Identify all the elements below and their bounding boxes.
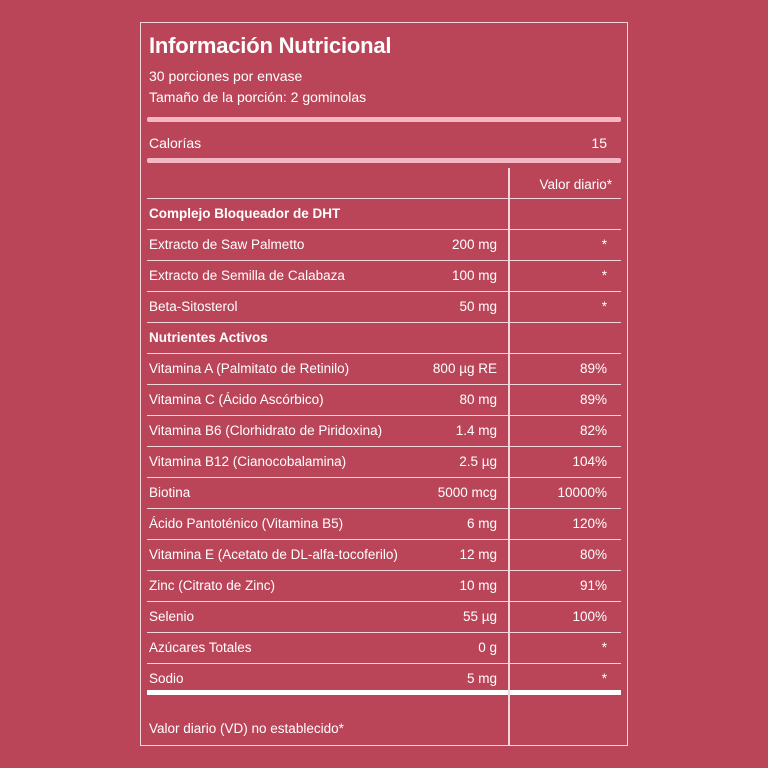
table-row: [147, 292, 621, 323]
table-row: [147, 664, 621, 695]
table-row: [147, 602, 621, 633]
nutrient-name: Ácido Pantoténico (Vitamina B5): [149, 516, 344, 531]
section-title: Nutrientes Activos: [149, 330, 268, 345]
table-row: [147, 571, 621, 602]
nutrient-amount: 6 mg: [466, 516, 497, 531]
section-row: [147, 323, 621, 354]
table-row: [147, 354, 621, 385]
table-row: [147, 447, 621, 478]
nutrient-amount: 200 mg: [451, 237, 497, 252]
nutrient-name: Selenio: [149, 609, 195, 624]
daily-value: *: [601, 671, 607, 686]
daily-value: 82%: [579, 423, 607, 438]
footnote: Valor diario (VD) no establecido*: [149, 721, 344, 736]
table-header-row: [147, 168, 621, 199]
nutrition-facts-panel: [140, 22, 628, 746]
table-row: [147, 478, 621, 509]
nutrient-table: [147, 168, 621, 695]
table-row: [147, 540, 621, 571]
daily-value: 91%: [579, 578, 607, 593]
calories-value: 15: [591, 135, 607, 151]
nutrient-name: Vitamina E (Acetato de DL-alfa-tocoferilo): [149, 547, 398, 562]
table-row: [147, 385, 621, 416]
nutrient-name: Vitamina C (Ácido Ascórbico): [149, 392, 324, 407]
daily-value: 80%: [579, 547, 607, 562]
daily-value: 10000%: [557, 485, 607, 500]
serving-size: Tamaño de la porción: 2 gominolas: [149, 89, 367, 105]
daily-value: 89%: [579, 392, 607, 407]
nutrient-amount: 2.5 µg: [459, 454, 497, 469]
calories-label: Calorías: [149, 135, 202, 151]
nutrient-name: Vitamina B6 (Clorhidrato de Piridoxina): [149, 423, 383, 438]
calories-row: [149, 135, 607, 151]
nutrient-amount: 5 mg: [466, 671, 497, 686]
table-row: [147, 633, 621, 664]
daily-value: *: [601, 268, 607, 283]
section-title: Complejo Bloqueador de DHT: [149, 206, 341, 221]
daily-value: 104%: [572, 454, 607, 469]
nutrient-name: Beta-Sitosterol: [149, 299, 238, 314]
nutrient-name: Sodio: [149, 671, 184, 686]
nutrient-name: Vitamina B12 (Cianocobalamina): [149, 454, 347, 469]
daily-value: 89%: [579, 361, 607, 376]
table-row: [147, 261, 621, 292]
nutrient-amount: 1.4 mg: [455, 423, 497, 438]
daily-value: 120%: [572, 516, 607, 531]
nutrient-name: Zinc (Citrato de Zinc): [149, 578, 276, 593]
nutrient-name: Azúcares Totales: [149, 640, 252, 655]
nutrient-amount: 100 mg: [451, 268, 497, 283]
daily-value: 100%: [572, 609, 607, 624]
nutrient-amount: 5000 mcg: [437, 485, 497, 500]
table-row: [147, 230, 621, 261]
daily-value-header: Valor diario*: [539, 177, 612, 192]
column-divider: [508, 168, 510, 745]
nutrient-amount: 50 mg: [459, 299, 497, 314]
table-row: [147, 509, 621, 540]
nutrient-amount: 80 mg: [459, 392, 497, 407]
calories-divider: [147, 158, 621, 163]
nutrient-amount: 10 mg: [459, 578, 497, 593]
panel-title: Información Nutricional: [149, 33, 392, 58]
nutrient-amount: 0 g: [478, 640, 497, 655]
nutrient-name: Extracto de Semilla de Calabaza: [149, 268, 345, 283]
nutrient-amount: 55 µg: [462, 609, 497, 624]
nutrient-name: Vitamina A (Palmitato de Retinilo): [149, 361, 350, 376]
header-divider: [147, 117, 621, 122]
table-row: [147, 416, 621, 447]
servings-per-container: 30 porciones por envase: [149, 68, 303, 84]
nutrient-name: Biotina: [149, 485, 191, 500]
nutrient-amount: 12 mg: [459, 547, 497, 562]
nutrient-name: Extracto de Saw Palmetto: [149, 237, 305, 252]
daily-value: *: [601, 299, 607, 314]
section-row: [147, 199, 621, 230]
daily-value: *: [601, 640, 607, 655]
daily-value: *: [601, 237, 607, 252]
nutrient-amount: 800 µg RE: [432, 361, 497, 376]
